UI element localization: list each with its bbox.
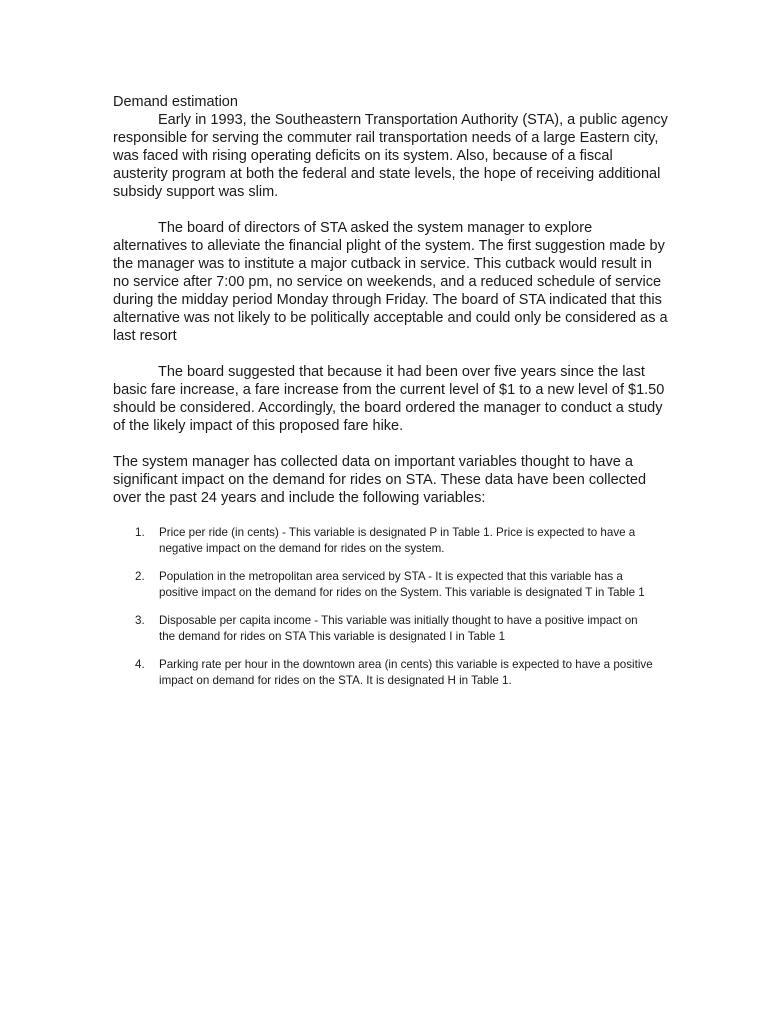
list-item-number: 1. (135, 526, 145, 539)
list-item-text: Disposable per capita income - This variable was initially thought to have a positive impact on the demand for rides on STA This variable is designated I in Table 1 (159, 614, 638, 643)
list-item-text: Population in the metropolitan area serviced by STA - It is expected that this variable has a positive impact on the demand for rides on the System. This variable is designated T in Table 1 (159, 570, 645, 599)
list-item-text: Price per ride (in cents) - This variable is designated P in Table 1. Price is expected to have a negative impact on the demand for rides on the system. (159, 526, 636, 555)
paragraph-board-alternatives: The board of directors of STA asked the system manager to explore alternatives to alleviate the financial plight of the system. The first suggestion made by the manager was to institute a major cutback in service. This cutback would result in no service after 7:00 pm, no service on weekends, and a reduced schedule of service during the midday period Monday through Friday. The board of STA indicated that this alternative was not likely to be politically acceptable and could only be considered as a last resort (113, 220, 668, 344)
list-item (135, 657, 668, 689)
paragraph-data-collection: The system manager has collected data on important variables thought to have a significant impact on the demand for rides on STA. These data have been collected over the past 24 years and include the following variables: (113, 454, 647, 506)
variable-list (113, 525, 668, 689)
document-heading: Demand estimation (113, 94, 238, 110)
list-item-number: 4. (135, 658, 145, 671)
list-item-text: Parking rate per hour in the downtown area (in cents) this variable is expected to have a positive impact on demand for rides on the STA. It is designated H in Table 1. (159, 658, 653, 687)
list-item-number: 3. (135, 614, 145, 627)
paragraph-fare-increase: The board suggested that because it had been over five years since the last basic fare increase, a fare increase from the current level of $1 to a new level of $1.50 should be considered. Accordingly, the board ordered the manager to conduct a study of the likely impact of this proposed fare hike. (113, 364, 665, 434)
list-item (135, 525, 668, 557)
list-item-number: 2. (135, 570, 145, 583)
list-item (135, 569, 668, 601)
list-item (135, 613, 668, 645)
paragraph-intro: Early in 1993, the Southeastern Transportation Authority (STA), a public agency responsible for serving the commuter rail transportation needs of a large Eastern city, was faced with rising operating deficits on its system. Also, because of a fiscal austerity program at both the federal and state levels, the hope of receiving additional subsidy support was slim. (113, 112, 668, 200)
